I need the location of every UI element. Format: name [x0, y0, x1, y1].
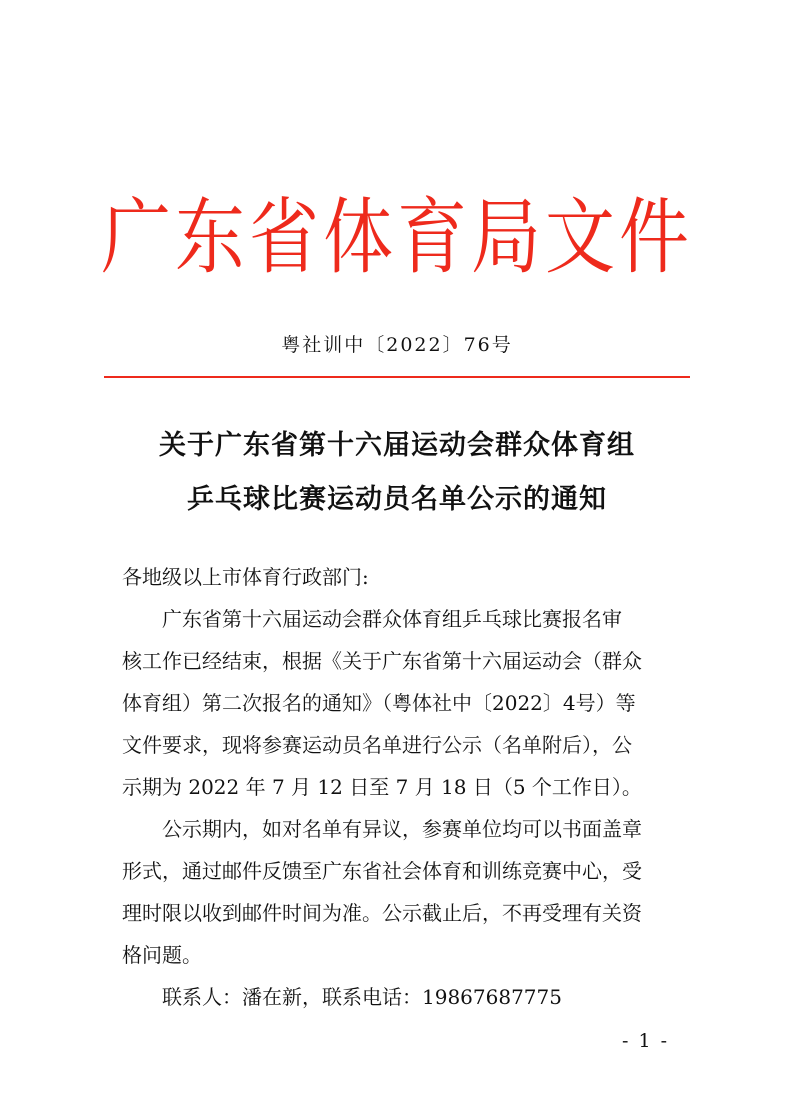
salutation: 各地级以上市体育行政部门:	[122, 565, 369, 589]
paragraph-1-line: 核工作已经结束，根据《关于广东省第十六届运动会（群众	[122, 649, 642, 673]
paragraph-1-line: 文件要求，现将参赛运动员名单进行公示（名单附后），公	[122, 733, 632, 757]
notice-title-line-2: 乒乓球比赛运动员名单公示的通知	[187, 484, 607, 515]
paragraph-1-line: 示期为 2022 年 7 月 12 日至 7 月 18 日（5 个工作日）。	[122, 775, 642, 799]
paragraph-2-line: 公示期内，如对名单有异议，参赛单位均可以书面盖章	[162, 817, 642, 841]
paragraph-1-line: 体育组）第二次报名的通知》（粤体社中〔2022〕4号）等	[122, 691, 636, 715]
paragraph-2-line: 格问题。	[122, 943, 202, 967]
contact-info: 联系人：潘在新，联系电话：19867687775	[162, 985, 562, 1009]
page-number: - 1 -	[622, 1030, 670, 1052]
red-divider-line	[104, 376, 690, 378]
notice-title-line-1: 关于广东省第十六届运动会群众体育组	[159, 430, 635, 461]
paragraph-1-line: 广东省第十六届运动会群众体育组乒乓球比赛报名审	[162, 607, 622, 631]
document-masthead: 广东省体育局文件	[101, 188, 693, 286]
paragraph-2-line: 形式，通过邮件反馈至广东省社会体育和训练竞赛中心，受	[122, 859, 642, 883]
document-number: 粤社训中〔2022〕76号	[281, 334, 513, 356]
paragraph-2-line: 理时限以收到邮件时间为准。公示截止后，不再受理有关资	[122, 901, 642, 925]
